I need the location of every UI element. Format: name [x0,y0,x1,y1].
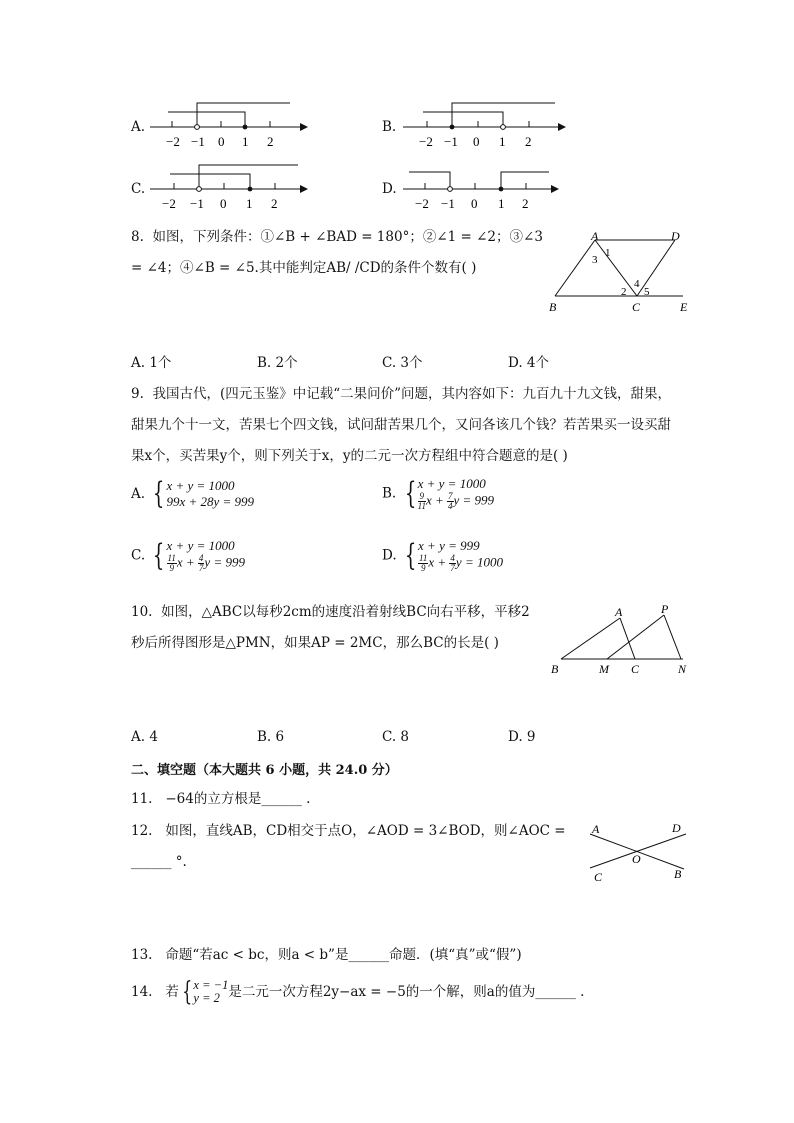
fig-label-b: B [549,300,557,314]
fig-label-b: B [674,867,682,881]
tick-label: 2 [525,134,532,149]
option-letter: A. [131,486,146,502]
tick-label: −1 [444,134,458,149]
number-line-d [403,158,568,218]
q10-figure [545,598,695,678]
equation-1: x + y = 1000 [417,476,486,491]
angle-label-1: 1 [605,247,611,259]
q8-number: 8. [131,229,144,245]
q13-number: 13. [131,947,153,963]
fig-label-a: A [592,822,600,836]
q10-line1 [131,602,530,622]
tick-label: 2 [271,196,278,211]
number-line-c [150,158,310,218]
q9-number: 9. [131,386,144,402]
q12-text-1: 如图，直线AB，CD相交于点O，∠AOD = 3∠BOD，则∠AOC = [165,823,566,839]
q8-line2: = ∠4；④∠B = ∠5.其中能判定AB/ /CD的条件个数有( ) [131,260,477,276]
fig-label-d: D [672,821,681,835]
fig-label-c: C [594,870,603,884]
q12-line2: ______ °. [131,854,187,870]
option-letter: C. [131,547,146,564]
q13-text: 命题“若ac < bc，则a < b”是______命题．(填“真”或“假”) [165,947,522,963]
fig-label-p: P [661,602,669,616]
fig-label-c: C [631,662,640,676]
tick-label: 0 [471,196,478,211]
fig-label-a: A [615,605,623,619]
option-letter: B. [382,485,397,502]
option-c-label: C. [131,181,146,197]
q14: 14. 若 { x = −1 y = 2 是二元一次方程2y−ax = −5的一个解，则a的值为______ . [131,977,585,1007]
q10-line2: 秒后所得图形是△PMN，如果AP = 2MC，那么BC的长是( ) [131,635,499,651]
q12-line1 [131,821,566,841]
q13 [131,945,522,965]
q8-option-c[interactable]: C. 3个 [382,355,423,371]
fig-label-d: D [671,229,680,243]
fig-label-n: N [678,662,687,676]
q10-option-a[interactable]: A. 4 [131,729,158,745]
section-heading: 二、填空题（本大题共 6 小题，共 24.0 分） [131,763,398,778]
q11-number: 11. [131,791,153,807]
equation-2: 99x + 28y = 999 [166,494,255,509]
fig-label-m: M [599,662,609,676]
equation-2: y = 2 [193,991,220,1005]
tick-label: 1 [242,134,249,149]
q9-line3: 果x个，买苦果y个，则下列关于x，y的二元一次方程组中符合题意的是( ) [131,448,568,464]
q8-option-a[interactable]: A. 1个 [131,355,172,371]
tick-label: −2 [419,134,433,149]
q10-option-c[interactable]: C. 8 [382,729,410,745]
tick-label: 1 [498,196,505,211]
q12-figure [582,816,697,886]
q8-figure [545,228,695,318]
q14-post: 是二元一次方程2y−ax = −5的一个解，则a的值为______ . [228,984,585,1000]
tick-label: −1 [191,134,205,149]
option-b-label: B. [382,119,397,135]
number-line-a [150,96,310,156]
tick-label: −2 [415,196,429,211]
equation-1: x = −1 [193,978,229,992]
fig-label-b: B [551,662,559,676]
q10-option-d[interactable]: D. 9 [508,729,536,745]
tick-label: 2 [267,134,274,149]
q9-line1 [131,384,671,404]
angle-label-4: 4 [634,278,640,290]
q14-pre: 若 [165,984,179,1000]
q11 [131,789,310,809]
q9-text-1: 我国古代，(四元玉鉴》中记载“二果问价”问题，其内容如下：九百九十九文钱，甜果， [152,386,672,402]
tick-label: 2 [522,196,529,211]
option-letter: D. [382,547,397,564]
tick-label: 0 [218,134,225,149]
tick-label: 1 [246,196,253,211]
q8-text-1: 如图，下列条件：①∠B + ∠BAD = 180°；②∠1 = ∠2；③∠3 [152,229,543,245]
q12-number: 12. [131,823,153,839]
q9-option-b[interactable]: B. { x + y = 1000 $\frac{9}{11}$ x + $\frac{7}{4}$ y = 999 [382,475,495,511]
option-a-label: A. [131,119,146,135]
q9-option-a[interactable]: A. { x + y = 1000 99x + 28y = 999 [131,476,255,511]
equation-1: x + y = 1000 [166,478,235,493]
tick-label: 0 [220,196,227,211]
tick-label: −1 [190,196,204,211]
fig-label-a: A [591,229,599,243]
number-line-b [403,96,573,156]
fig-label-e: E [680,300,688,314]
q10-text-1: 如图，△ABC以每秒2cm的速度沿着射线BC向右平移，平移2 [161,604,530,620]
equation-1: x + y = 999 [418,538,480,553]
fig-label-o: O [632,852,641,866]
tick-label: −1 [441,196,455,211]
option-d-label: D. [382,181,397,197]
equation-1: x + y = 1000 [166,538,235,553]
angle-label-5: 5 [644,286,650,298]
q8-option-d[interactable]: D. 4个 [508,355,550,371]
tick-label: 1 [499,134,506,149]
q8-line1 [131,227,543,247]
q9-option-c[interactable]: C. { x + y = 1000 $\frac{11}{9}$ x + $\frac{4}{7}$ y = 999 [131,537,245,573]
q9-option-d[interactable]: D. { x + y = 999 $\frac{11}{9}$ x + $\frac{4}{7}$ y = 1000 [382,537,503,573]
q8-option-b[interactable]: B. 2个 [257,355,298,371]
angle-label-2: 2 [621,286,627,298]
angle-label-3: 3 [592,254,598,266]
q10-number: 10. [131,604,153,620]
q10-option-b[interactable]: B. 6 [257,729,285,745]
q11-text: −64的立方根是______ . [165,791,311,807]
tick-label: 0 [473,134,480,149]
tick-label: −2 [162,196,176,211]
q14-number: 14. [131,984,153,1000]
q9-line2: 甜果九个十一文，苦果七个四文钱，试问甜苦果几个，又问各该几个钱？若苦果买一设买甜 [131,417,671,433]
tick-label: −2 [166,134,180,149]
fig-label-c: C [632,300,641,314]
